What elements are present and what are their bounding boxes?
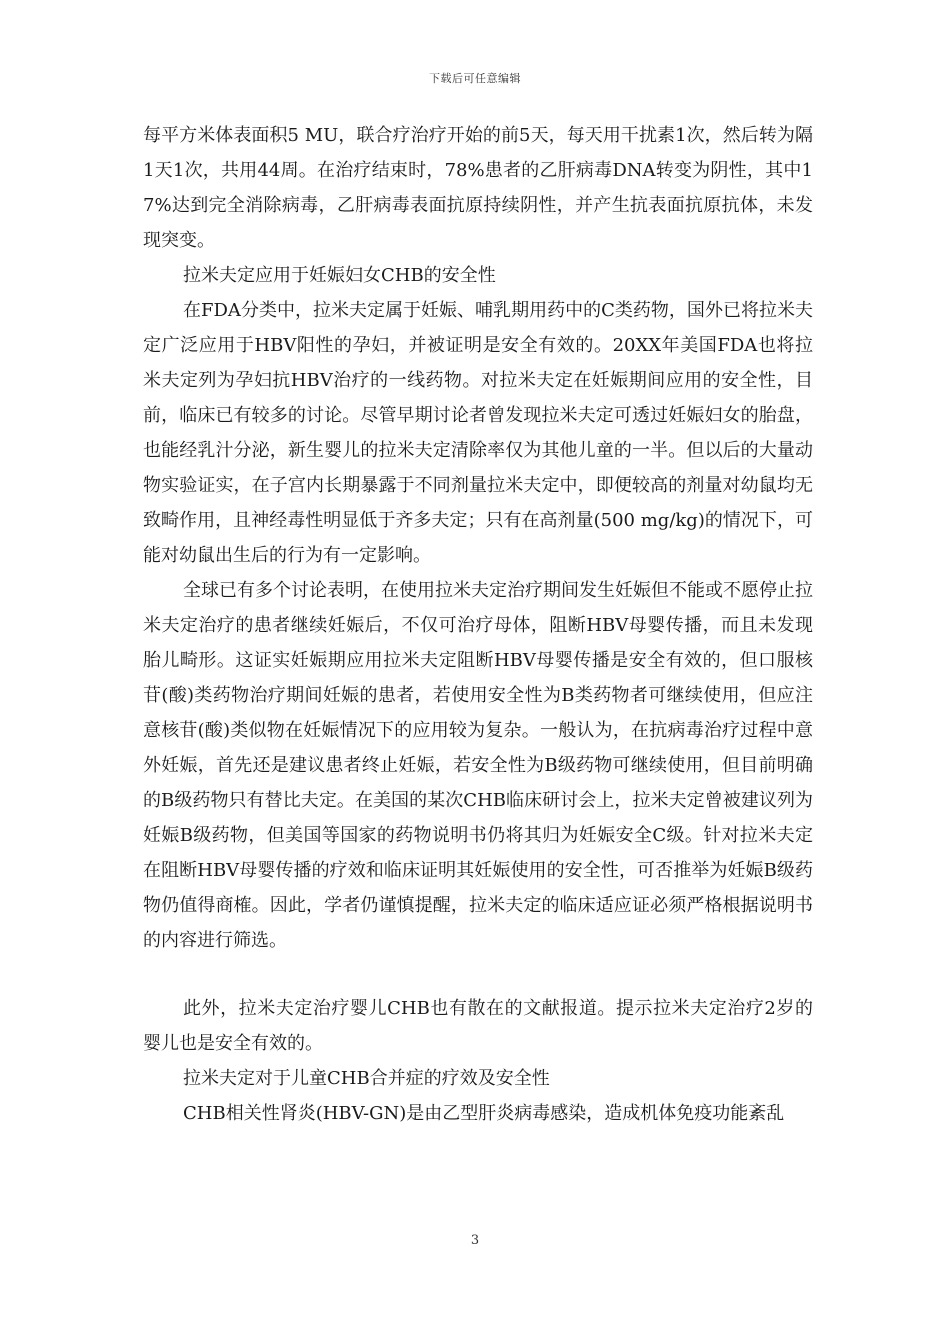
paragraph-interferon-dosing: 每平方米体表面积5 MU，联合疗治疗开始的前5天，每天用干扰素1次，然后转为隔1天1次，共用44周。在治疗结束时，78%患者的乙肝病毒DNA转变为阴性，其中17%达到完全消除病毒，乙肝病毒表面抗原持续阴性，并产生抗表面抗原抗体，未发现突变。 bbox=[143, 125, 813, 251]
page-number: 3 bbox=[470, 1233, 480, 1248]
section-heading-pediatric-complications: 拉米夫定对于儿童CHB合并症的疗效及安全性 bbox=[183, 1068, 550, 1089]
document-body bbox=[143, 118, 813, 1131]
paragraph-fda-classification: 在FDA分类中，拉米夫定属于妊娠、哺乳期用药中的C类药物，国外已将拉米夫定广泛应用于HBV阳性的孕妇，并被证明是安全有效的。20XX年美国FDA也将拉米夫定列为孕妇抗HBV治疗的一线药物。对拉米夫定在妊娠期间应用的安全性，目前，临床已有较多的讨论。尽管早期讨论者曾发现拉米夫定可透过妊娠妇女的胎盘，也能经乳汁分泌，新生婴儿的拉米夫定清除率仅为其他儿童的一半。但以后的大量动物实验证实，在子宫内长期暴露于不同剂量拉米夫定中，即便较高的剂量对幼鼠均无致畸作用，且神经毒性明显低于齐多夫定；只有在高剂量(500 mg/kg)的情况下，可能对幼鼠出生后的行为有一定影响。 bbox=[143, 300, 813, 566]
paragraph-hbv-gn: CHB相关性肾炎(HBV-GN)是由乙型肝炎病毒感染，造成机体免疫功能紊乱 bbox=[183, 1103, 785, 1124]
page-header: 下载后可任意编辑 bbox=[429, 72, 521, 85]
section-heading-pregnancy-safety: 拉米夫定应用于妊娠妇女CHB的安全性 bbox=[183, 265, 496, 286]
paragraph-infant-treatment: 此外，拉米夫定治疗婴儿CHB也有散在的文献报道。提示拉米夫定治疗2岁的婴儿也是安全有效的。 bbox=[143, 998, 813, 1054]
paragraph-global-research: 全球已有多个讨论表明，在使用拉米夫定治疗期间发生妊娠但不能或不愿停止拉米夫定治疗的患者继续妊娠后，不仅可治疗母体，阻断HBV母婴传播，而且未发现胎儿畸形。这证实妊娠期应用拉米夫定阻断HBV母婴传播是安全有效的，但口服核苷(酸)类药物治疗期间妊娠的患者，若使用安全性为B类药物者可继续使用，但应注意核苷(酸)类似物在妊娠情况下的应用较为复杂。一般认为，在抗病毒治疗过程中意外妊娠，首先还是建议患者终止妊娠，若安全性为B级药物可继续使用，但目前明确的B级药物只有替比夫定。在美国的某次CHB临床研讨会上，拉米夫定曾被建议列为妊娠B级药物，但美国等国家的药物说明书仍将其归为妊娠安全C级。针对拉米夫定在阻断HBV母婴传播的疗效和临床证明其妊娠使用的安全性，可否推举为妊娠B级药物仍值得商榷。因此，学者仍谨慎提醒，拉米夫定的临床适应证必须严格根据说明书的内容进行筛选。 bbox=[143, 580, 813, 951]
